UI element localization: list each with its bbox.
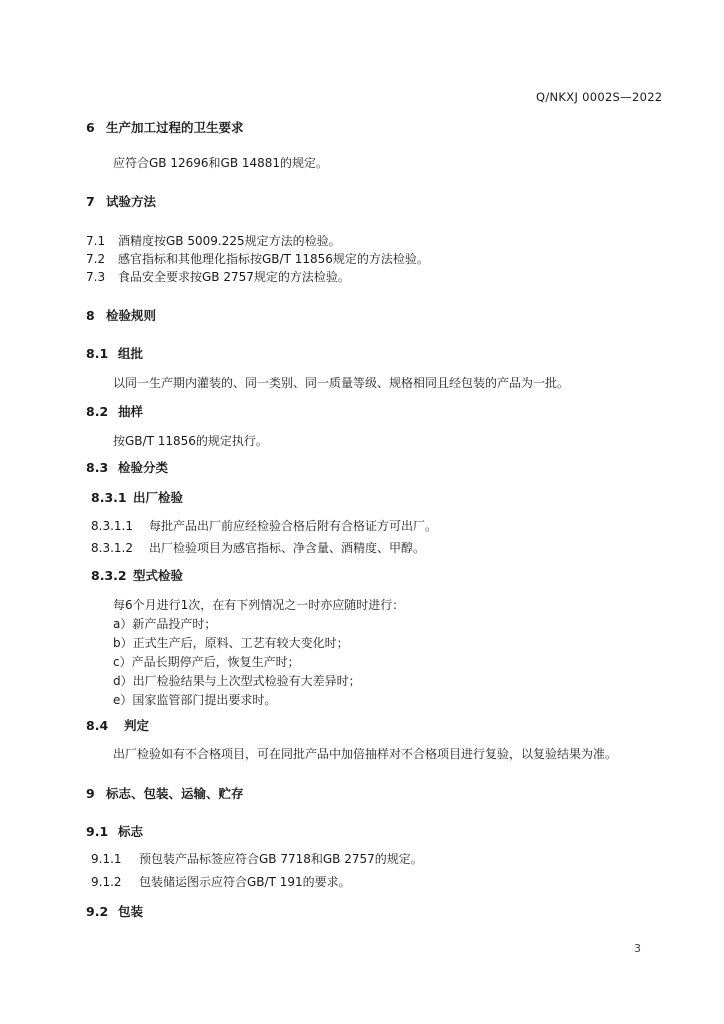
section-6-heading: [86, 120, 244, 136]
clause-text: 食品安全要求按GB 2757规定的方法检验。: [118, 270, 350, 284]
clause-number: 8.3.1.1: [91, 519, 133, 533]
clause-text: 出厂检验项目为感官指标、净含量、酒精度、甲醇。: [149, 541, 426, 555]
list-item: e）国家监管部门提出要求时。: [113, 693, 277, 707]
section-8-3-2-heading: [91, 568, 183, 584]
clause-9-1-2: [91, 874, 351, 890]
section-number: 8.2: [86, 404, 109, 419]
clause-text: 包装储运图示应符合GB/T 191的要求。: [139, 875, 351, 889]
clause-number: 9.1.2: [91, 875, 122, 889]
section-9-2-heading: [86, 904, 143, 920]
section-title: 标志、包装、运输、贮存: [106, 786, 244, 801]
clause-number: 7.1: [86, 234, 106, 248]
section-title: 型式检验: [133, 568, 184, 583]
clause-number: 9.1.1: [91, 852, 122, 866]
clause-number: 7.3: [86, 270, 106, 284]
section-title: 检验分类: [118, 460, 169, 475]
clause-text: 酒精度按GB 5009.225规定方法的检验。: [118, 234, 341, 248]
section-8-4-heading: [86, 718, 149, 734]
page-number: 3: [634, 942, 641, 955]
list-item: a）新产品投产时；: [113, 617, 217, 631]
clause-text: 预包装产品标签应符合GB 7718和GB 2757的规定。: [139, 852, 423, 866]
section-8-heading: [86, 308, 156, 324]
section-8-3-1-heading: [91, 490, 183, 506]
section-number: 8.4: [86, 718, 109, 733]
section-7-heading: [86, 194, 156, 210]
clause-text: 每批产品出厂前应经检验合格后附有合格证方可出厂。: [149, 519, 438, 533]
section-number: 8.3: [86, 460, 109, 475]
list-item: d）出厂检验结果与上次型式检验有大差异时；: [113, 674, 361, 688]
section-title: 包装: [118, 904, 144, 919]
section-title: 组批: [118, 346, 144, 361]
section-title: 试验方法: [106, 194, 157, 209]
section-number: 8: [86, 308, 95, 323]
clause-7-1: [86, 233, 341, 249]
clause-number: 7.2: [86, 252, 106, 266]
clause-number: 8.3.1.2: [91, 541, 133, 555]
list-item: b）正式生产后，原料、工艺有较大变化时；: [113, 636, 349, 650]
section-number: 7: [86, 194, 95, 209]
clause-8-3-1-1: [91, 518, 437, 534]
section-number: 8.3.2: [91, 568, 127, 583]
section-number: 9: [86, 786, 95, 801]
document-code: Q/NKXJ 0002S—2022: [536, 90, 663, 104]
section-title: 判定: [124, 718, 150, 733]
section-8-3-heading: [86, 460, 168, 476]
clause-8-3-1-2: [91, 540, 425, 556]
clause-text: 感官指标和其他理化指标按GB/T 11856规定的方法检验。: [118, 252, 429, 266]
section-8-4-body: 出厂检验如有不合格项目，可在同批产品中加倍抽样对不合格项目进行复验，以复验结果为准。: [113, 747, 618, 761]
section-title: 出厂检验: [133, 490, 184, 505]
section-6-body: 应符合GB 12696和GB 14881的规定。: [113, 156, 329, 170]
section-title: 抽样: [118, 404, 144, 419]
section-9-heading: [86, 786, 244, 802]
section-number: 8.3.1: [91, 490, 127, 505]
section-number: 9.2: [86, 904, 109, 919]
section-8-3-2-intro: 每6个月进行1次，在有下列情况之一时亦应随时进行：: [113, 598, 405, 612]
section-title: 生产加工过程的卫生要求: [106, 120, 244, 135]
list-item: c）产品长期停产后，恢复生产时；: [113, 655, 300, 669]
section-number: 9.1: [86, 824, 109, 839]
section-8-2-heading: [86, 404, 143, 420]
section-9-1-heading: [86, 824, 143, 840]
clause-7-3: [86, 269, 350, 285]
section-8-2-body: 按GB/T 11856的规定执行。: [113, 434, 268, 448]
section-number: 8.1: [86, 346, 109, 361]
section-number: 6: [86, 120, 95, 135]
clause-7-2: [86, 251, 429, 267]
section-title: 检验规则: [106, 308, 157, 323]
clause-9-1-1: [91, 851, 423, 867]
section-title: 标志: [118, 824, 144, 839]
section-8-1-heading: [86, 346, 143, 362]
section-8-1-body: 以同一生产期内灌装的、同一类别、同一质量等级、规格相同且经包装的产品为一批。: [113, 376, 570, 390]
